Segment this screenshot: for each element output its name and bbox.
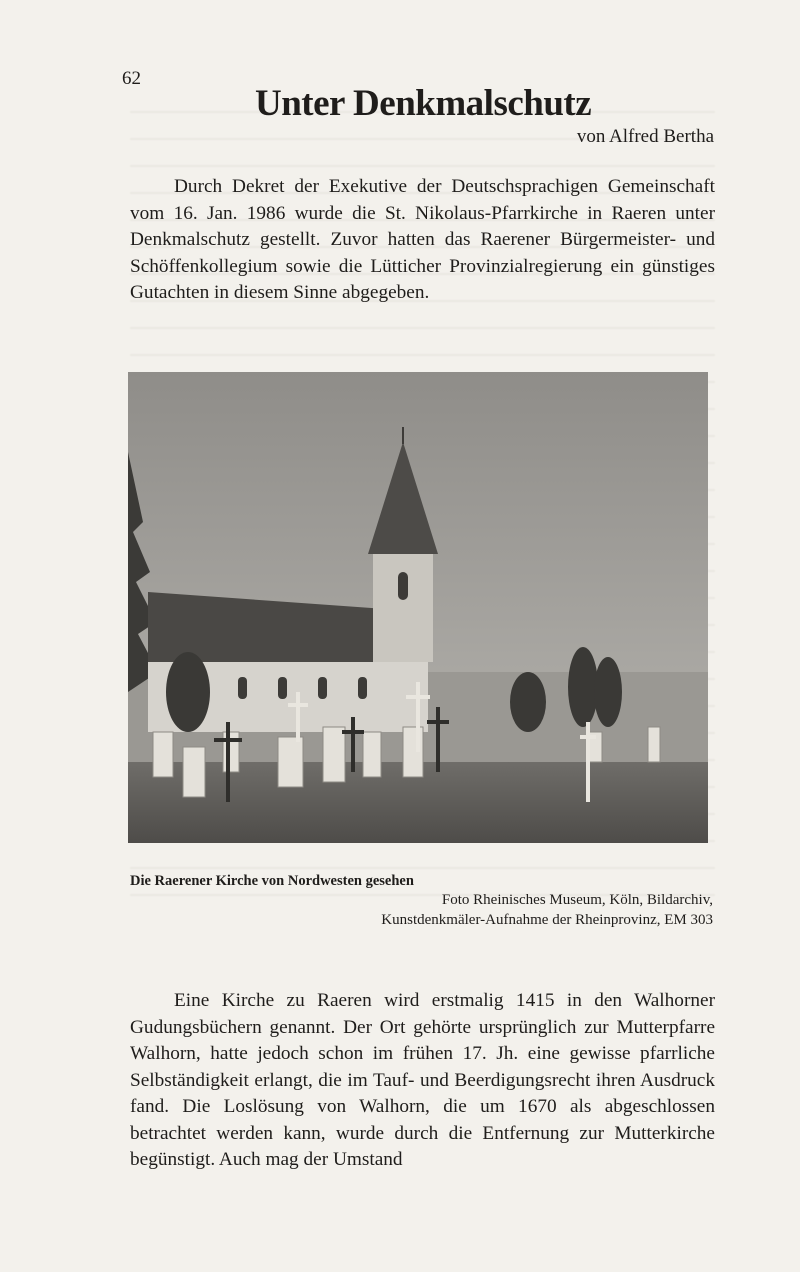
- church-photo: [128, 372, 708, 843]
- photo-credit: [381, 890, 713, 930]
- church-photo-illustration: [128, 372, 708, 843]
- paragraph-history: Eine Kirche zu Raeren wird erstmalig 1415 in den Walhorner Gudungsbüchern genannt. Der Ort gehörte ursprünglich zur Mutterpfarre Walhorn, hatte jedoch schon im frühen 17. Jh. eine gewisse pfarrliche Selbständigkeit erlangt, die im Tauf- und Beerdigungsrecht ihren Ausdruck fand. Die Loslösung von Walhorn, die um 1670 als abgeschlossen betrachtet werden kann, wurde durch die Entfernung zur Mutterkirche begünstigt. Auch mag der Umstand: [130, 990, 715, 1170]
- author-byline: von Alfred Bertha: [576, 126, 714, 147]
- article-title: Unter Denkmalschutz: [255, 83, 592, 124]
- photo-credit-line-1: Foto Rheinisches Museum, Köln, Bildarchiv,: [441, 892, 713, 908]
- photo-caption: Die Raerener Kirche von Nordwesten gesehen: [130, 873, 414, 889]
- page-number: 62: [122, 68, 141, 89]
- photo-credit-line-2: Kunstdenkmäler-Aufnahme der Rheinprovinz, EM 303: [381, 912, 713, 928]
- paragraph-intro: Durch Dekret der Exekutive der Deutschsprachigen Gemeinschaft vom 16. Jan. 1986 wurde die St. Nikolaus-Pfarrkirche in Raeren unter Denkmalschutz gestellt. Zuvor hatten das Raerener Bürgermeister- und Schöffenkollegium sowie die Lütticher Provinzialregierung ein günstiges Gutachten in diesem Sinne abgegeben.: [130, 176, 715, 303]
